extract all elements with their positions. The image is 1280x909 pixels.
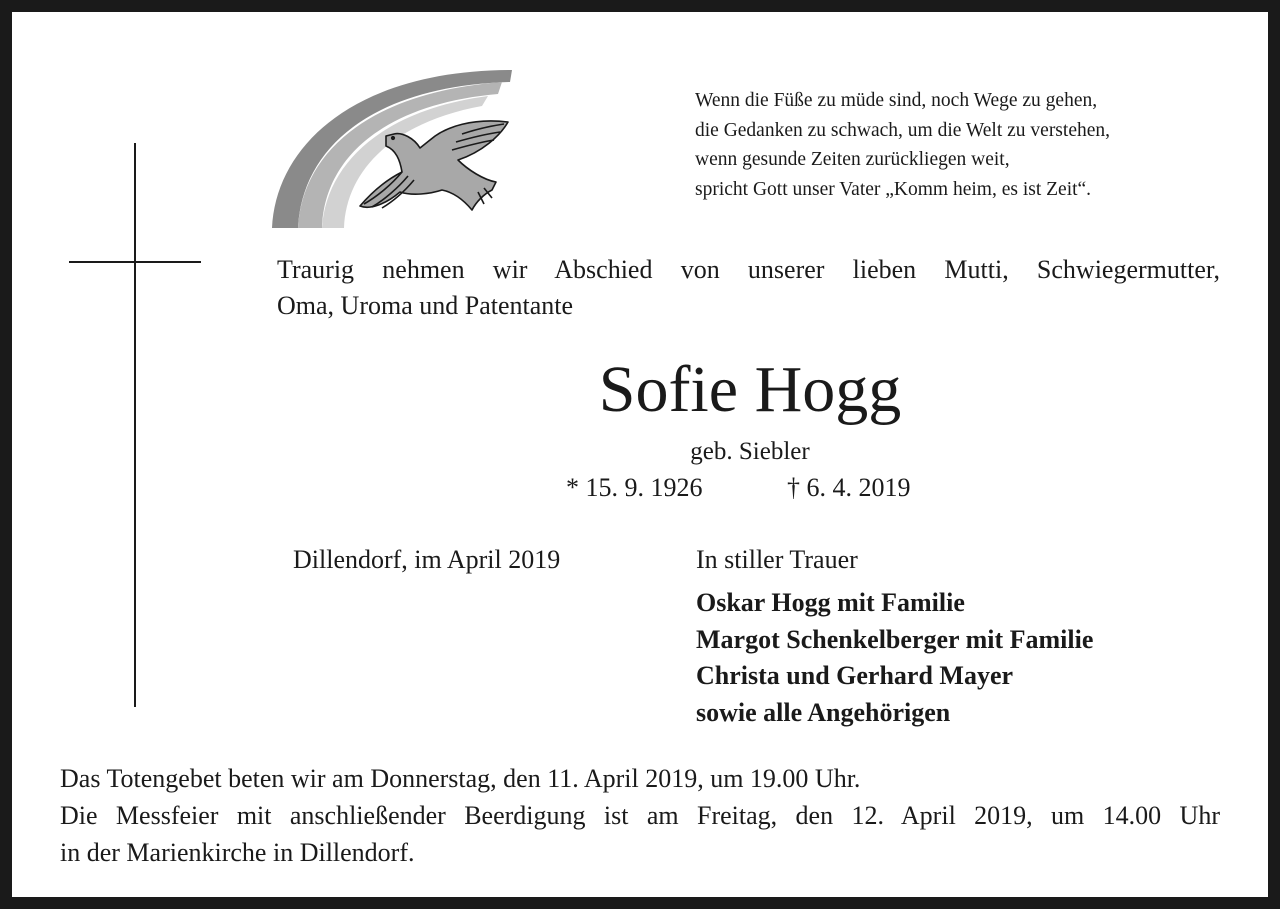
birth-name: geb. Siebler <box>690 438 810 465</box>
birth-date: * 15. 9. 1926 <box>566 473 703 502</box>
poem-line: Wenn die Füße zu müde sind, noch Wege zu gehen, <box>695 90 1098 111</box>
deceased-name: Sofie Hogg <box>598 353 902 426</box>
poem <box>695 86 1110 204</box>
mourner-entry: Oskar Hogg mit Familie <box>696 588 965 617</box>
service-line-2: Die Messfeier mit anschließender Beerdigung ist am Freitag, den 12. April 2019, um 14.00 Uhr <box>60 801 1220 830</box>
intro-line-2: Oma, Uroma und Patentante <box>277 291 574 320</box>
mourning-heading: In stiller Trauer <box>696 545 858 574</box>
cross-horizontal-bar <box>69 261 201 263</box>
death-date: † 6. 4. 2019 <box>787 473 911 502</box>
place-date: Dillendorf, im April 2019 <box>293 545 561 574</box>
service-line-1: Das Totengebet beten wir am Donnerstag, den 11. April 2019, um 19.00 Uhr. <box>60 764 861 793</box>
poem-line: die Gedanken zu schwach, um die Welt zu verstehen, <box>695 119 1111 141</box>
service-line-3: in der Marienkirche in Dillendorf. <box>60 838 415 867</box>
intro-line-1: Traurig nehmen wir Abschied von unserer lieben Mutti, Schwiegermutter, <box>277 255 1220 284</box>
rainbow-dove-icon <box>262 52 522 234</box>
farewell-intro <box>277 252 1220 324</box>
mourner-entry: Christa und Gerhard Mayer <box>696 661 1014 690</box>
mourners-list <box>696 585 1093 731</box>
poem-line: wenn gesunde Zeiten zurückliegen weit, <box>695 149 1010 170</box>
mourner-entry: sowie alle Angehörigen <box>696 697 951 727</box>
service-details <box>60 760 1220 871</box>
mourner-entry: Margot Schenkelberger mit Familie <box>696 624 1094 654</box>
poem-line: spricht Gott unser Vater „Komm heim, es ist Zeit“. <box>695 178 1092 200</box>
